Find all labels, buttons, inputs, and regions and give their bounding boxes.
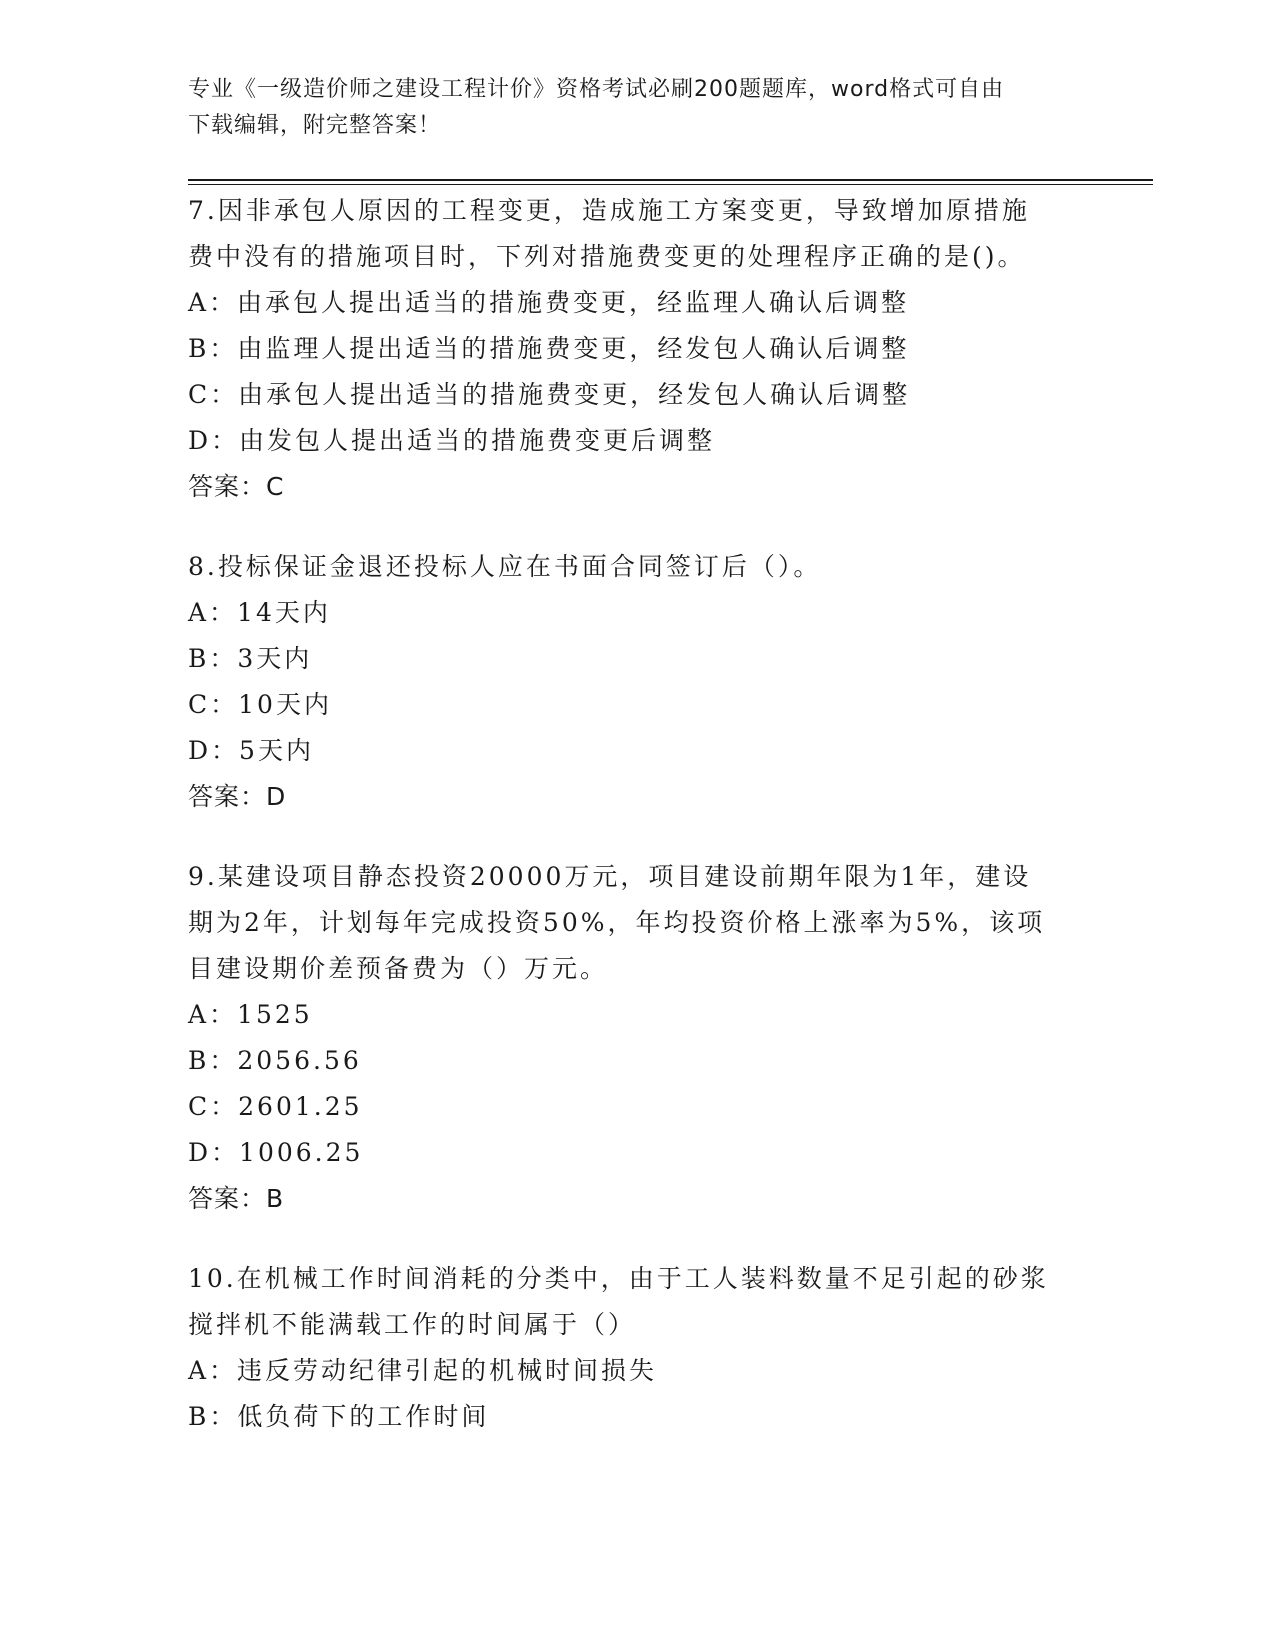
- header-divider-thin: [188, 184, 1153, 185]
- header-line: 下载编辑，附完整答案！: [188, 113, 442, 138]
- option-a: A：由承包人提出适当的措施费变更，经监理人确认后调整: [188, 288, 910, 317]
- question-stem: 目建设期价差预备费为（）万元。: [188, 954, 609, 983]
- header-line: 专业《一级造价师之建设工程计价》资格考试必刷200题题库，word格式可自由: [188, 77, 1005, 102]
- option-b: B：由监理人提出适当的措施费变更，经发包人确认后调整: [188, 334, 910, 363]
- answer: 答案：B: [188, 1184, 285, 1213]
- question-stem: 10.在机械工作时间消耗的分类中，由于工人装料数量不足引起的砂浆: [188, 1264, 1049, 1293]
- question-10: [188, 1256, 1088, 1440]
- option-b: B：3天内: [188, 644, 313, 673]
- option-c: C：由承包人提出适当的措施费变更，经发包人确认后调整: [188, 380, 911, 409]
- option-a: A：1525: [188, 1000, 313, 1029]
- answer: 答案：C: [188, 472, 285, 501]
- question-stem: 7.因非承包人原因的工程变更，造成施工方案变更，导致增加原措施: [188, 196, 1030, 225]
- option-d: D：1006.25: [188, 1138, 364, 1167]
- answer: 答案：D: [188, 782, 287, 811]
- question-stem: 搅拌机不能满载工作的时间属于（）: [188, 1310, 637, 1339]
- question-8: [188, 544, 1088, 820]
- question-stem: 期为2年，计划每年完成投资50%，年均投资价格上涨率为5%，该项: [188, 908, 1046, 937]
- option-c: C：10天内: [188, 690, 332, 719]
- question-stem: 费中没有的措施项目时，下列对措施费变更的处理程序正确的是()。: [188, 242, 1026, 271]
- option-d: D：由发包人提出适当的措施费变更后调整: [188, 426, 716, 455]
- option-a: A：14天内: [188, 598, 331, 627]
- option-b: B：2056.56: [188, 1046, 362, 1075]
- document-header: [188, 72, 1088, 144]
- header-divider: [188, 179, 1153, 181]
- question-9: [188, 854, 1088, 1222]
- question-stem: 9.某建设项目静态投资20000万元，项目建设前期年限为1年，建设: [188, 862, 1032, 891]
- option-d: D：5天内: [188, 736, 314, 765]
- option-b: B：低负荷下的工作时间: [188, 1402, 490, 1431]
- option-a: A：违反劳动纪律引起的机械时间损失: [188, 1356, 658, 1385]
- question-7: [188, 188, 1088, 510]
- question-stem: 8.投标保证金退还投标人应在书面合同签订后（）。: [188, 552, 822, 581]
- question-list: [188, 188, 1088, 1474]
- option-c: C：2601.25: [188, 1092, 363, 1121]
